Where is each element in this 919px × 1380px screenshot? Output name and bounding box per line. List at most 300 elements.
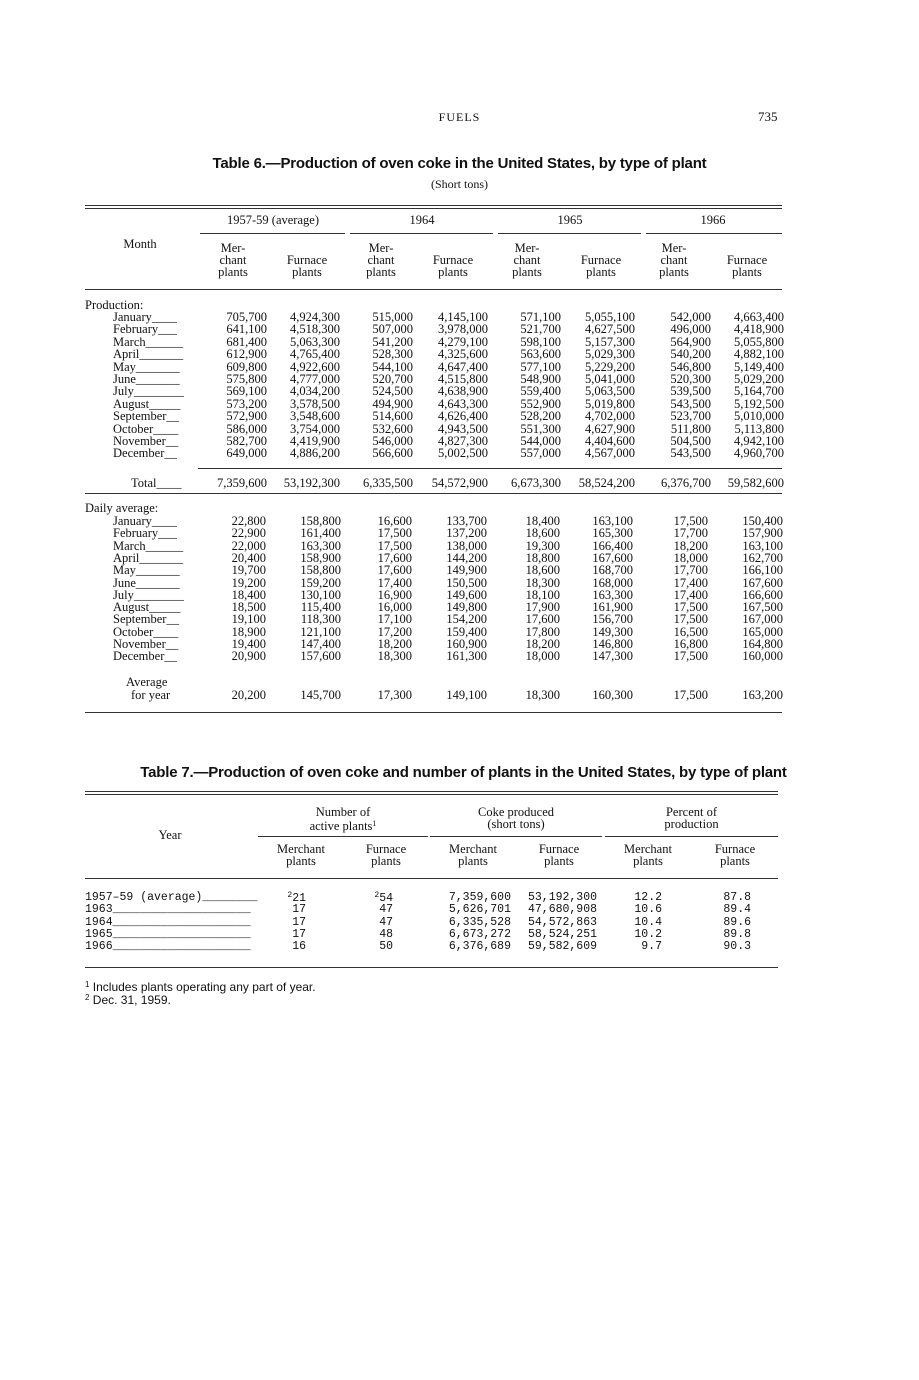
cell-production-furnace-1957: 3,578,500 xyxy=(290,396,340,411)
cell-daily-merchant-1965: 18,400 xyxy=(525,514,560,528)
cell-percent-merchant: 10.4 xyxy=(634,915,662,929)
cell-production-merchant-1957: 586,000 xyxy=(226,421,267,436)
row-label-month: March______ xyxy=(113,538,184,553)
cell-percent-furnace: 90.3 xyxy=(723,940,751,954)
cell-production-furnace-1965: 5,229,200 xyxy=(585,359,635,374)
cell-production-merchant-1964: 546,000 xyxy=(372,434,413,448)
cell-production-furnace-1965: 5,029,300 xyxy=(585,347,635,362)
cell-daily-merchant-1965: 17,800 xyxy=(525,624,560,639)
cell-production-merchant-1957: 705,700 xyxy=(226,310,267,324)
row-label-month: November__ xyxy=(113,637,179,651)
cell-production-furnace-1966: 4,663,400 xyxy=(734,310,784,324)
running-header: FUELS xyxy=(438,110,481,124)
cell-furnace-plants xyxy=(379,916,393,929)
cell-production-furnace-1964: 4,279,100 xyxy=(438,334,488,349)
cell-daily-furnace-1964: 137,200 xyxy=(446,526,487,541)
cell-production-furnace-1957: 4,886,200 xyxy=(290,446,340,461)
cell-production-merchant-1966: 543,500 xyxy=(670,446,711,461)
merchant-plants-value: 17 xyxy=(292,915,306,929)
table-6-production-label: Production: xyxy=(85,298,144,312)
cell-production-furnace-1957: 3,548,600 xyxy=(290,409,340,424)
cell-daily-merchant-1957: 20,400 xyxy=(231,550,266,565)
cell-production-furnace-1957: 4,034,200 xyxy=(290,384,340,399)
cell-daily-furnace-1966: 166,600 xyxy=(742,587,783,602)
cell-production-merchant-1966: 543,500 xyxy=(670,396,711,411)
cell-production-furnace-1964: 4,325,600 xyxy=(438,347,488,362)
cell-daily-furnace-1957: 161,400 xyxy=(300,526,341,541)
cell-coke-furnace: 54,572,863 xyxy=(527,915,597,929)
cell-production-furnace-1965: 5,041,000 xyxy=(585,372,635,386)
cell-daily-furnace-1957: 121,100 xyxy=(300,624,341,639)
cell-daily-merchant-1966: 16,500 xyxy=(673,624,708,639)
cell-daily-furnace-1965: 163,100 xyxy=(592,514,633,528)
table-6-total-rule xyxy=(198,468,782,469)
row-label-month: August_____ xyxy=(113,396,181,411)
cell-production-merchant-1966: 546,800 xyxy=(670,359,711,374)
cell-production-merchant-1965: 557,000 xyxy=(520,446,561,461)
row-label-month: January____ xyxy=(113,514,177,528)
cell-daily-merchant-1957: 19,200 xyxy=(231,575,266,590)
cell-total-merchant-1965: 6,673,300 xyxy=(511,476,561,490)
cell-daily-merchant-1966: 17,500 xyxy=(673,514,708,528)
cell-daily-furnace-1965: 156,700 xyxy=(592,612,633,627)
cell-production-furnace-1965: 4,567,000 xyxy=(585,446,635,461)
footnote xyxy=(85,993,171,1007)
cell-average-furnace-1965: 160,300 xyxy=(592,688,633,702)
cell-daily-merchant-1966: 18,000 xyxy=(673,550,708,565)
cell-daily-furnace-1964: 133,700 xyxy=(446,514,487,528)
furnace-plants-value: 48 xyxy=(379,927,393,941)
cell-production-merchant-1965: 548,900 xyxy=(520,372,561,386)
row-label-month: July________ xyxy=(113,587,184,602)
cell-daily-merchant-1966: 17,500 xyxy=(673,600,708,615)
cell-production-merchant-1965: 571,100 xyxy=(520,310,561,324)
cell-production-merchant-1965: 521,700 xyxy=(520,322,561,337)
cell-production-merchant-1966: 539,500 xyxy=(670,384,711,399)
cell-production-furnace-1966: 5,010,000 xyxy=(734,409,784,424)
cell-production-merchant-1965: 563,600 xyxy=(520,347,561,362)
table-6-period-1957: 1957-59 (average) xyxy=(227,213,319,227)
cell-production-furnace-1957: 5,063,300 xyxy=(290,334,340,349)
cell-daily-merchant-1966: 17,500 xyxy=(673,649,708,664)
cell-production-merchant-1957: 575,800 xyxy=(226,372,267,386)
cell-furnace-plants xyxy=(379,928,393,941)
table-7-group-plants-label: Number of active plants xyxy=(309,805,373,833)
cell-daily-furnace-1957: 118,300 xyxy=(300,612,341,627)
cell-production-merchant-1966: 511,800 xyxy=(670,421,711,436)
cell-production-furnace-1957: 4,765,400 xyxy=(290,347,340,362)
cell-production-merchant-1966: 564,900 xyxy=(670,334,711,349)
table-7-span-rule xyxy=(258,836,428,837)
cell-daily-merchant-1957: 22,000 xyxy=(231,538,266,553)
row-label-month: April_______ xyxy=(113,347,184,362)
cell-coke-merchant: 6,376,689 xyxy=(448,940,511,954)
cell-coke-furnace: 59,582,609 xyxy=(527,940,597,954)
cell-percent-merchant: 10.2 xyxy=(634,927,662,941)
cell-daily-merchant-1957: 22,900 xyxy=(231,526,266,541)
cell-production-merchant-1957: 681,400 xyxy=(226,334,267,349)
table-7-furnace-header: Furnace plants xyxy=(538,842,580,868)
cell-daily-merchant-1965: 18,600 xyxy=(525,526,560,541)
merchant-plants-value: 17 xyxy=(292,903,306,917)
table-7-year-header: Year xyxy=(158,828,182,842)
cell-daily-merchant-1964: 16,000 xyxy=(377,600,412,615)
cell-daily-furnace-1965: 147,300 xyxy=(592,649,633,664)
cell-production-furnace-1964: 4,638,900 xyxy=(438,384,488,399)
table-7-span-rule xyxy=(605,836,778,837)
cell-coke-furnace: 58,524,251 xyxy=(527,927,597,941)
cell-percent-furnace: 87.8 xyxy=(723,891,751,904)
cell-production-merchant-1966: 540,200 xyxy=(670,347,711,362)
table-7-group-plants xyxy=(258,806,428,832)
cell-production-merchant-1965: 577,100 xyxy=(520,359,561,374)
cell-production-merchant-1957: 573,200 xyxy=(226,396,267,411)
cell-daily-merchant-1966: 18,200 xyxy=(673,538,708,553)
table-6-furnace-header: Furnace plants xyxy=(286,253,328,279)
cell-production-merchant-1957: 609,800 xyxy=(226,359,267,374)
cell-production-merchant-1966: 520,300 xyxy=(670,372,711,386)
cell-production-merchant-1965: 559,400 xyxy=(520,384,561,399)
cell-daily-merchant-1957: 22,800 xyxy=(231,514,266,528)
cell-coke-merchant: 5,626,701 xyxy=(448,903,511,917)
cell-daily-furnace-1966: 162,700 xyxy=(742,550,783,565)
cell-production-furnace-1965: 5,157,300 xyxy=(585,334,635,349)
table-6-furnace-header: Furnace plants xyxy=(726,253,768,279)
cell-daily-furnace-1965: 167,600 xyxy=(592,550,633,565)
cell-daily-merchant-1965: 17,600 xyxy=(525,612,560,627)
table-6-month-header: Month xyxy=(123,237,157,251)
row-label-month: June_______ xyxy=(113,372,180,386)
table-6-merchant-header: Mer- chant plants xyxy=(218,241,248,279)
row-label-month: February___ xyxy=(113,322,177,337)
cell-daily-furnace-1965: 168,700 xyxy=(592,563,633,578)
cell-total-furnace-1957: 53,192,300 xyxy=(283,476,340,490)
cell-production-merchant-1966: 496,000 xyxy=(670,322,711,337)
cell-merchant-plants xyxy=(292,928,306,941)
cell-percent-furnace: 89.4 xyxy=(723,903,751,917)
cell-daily-furnace-1965: 165,300 xyxy=(592,526,633,541)
cell-production-merchant-1965: 528,200 xyxy=(520,409,561,424)
cell-merchant-plants xyxy=(292,903,306,916)
cell-daily-furnace-1964: 149,600 xyxy=(446,587,487,602)
cell-daily-furnace-1966: 167,000 xyxy=(742,612,783,627)
cell-production-merchant-1964: 520,700 xyxy=(372,372,413,386)
cell-average-furnace-1964: 149,100 xyxy=(446,688,487,702)
cell-production-furnace-1964: 4,626,400 xyxy=(438,409,488,424)
cell-daily-merchant-1957: 18,900 xyxy=(231,624,266,639)
cell-daily-furnace-1966: 157,900 xyxy=(742,526,783,541)
cell-production-merchant-1964: 541,200 xyxy=(372,334,413,349)
cell-production-merchant-1964: 515,000 xyxy=(372,310,413,324)
table-6-title: Table 6.—Production of oven coke in the United States, by type of plant xyxy=(212,155,707,172)
cell-daily-merchant-1964: 17,400 xyxy=(377,575,412,590)
cell-production-merchant-1966: 542,000 xyxy=(670,310,711,324)
cell-production-furnace-1965: 5,019,800 xyxy=(585,396,635,411)
cell-merchant-plants xyxy=(292,916,306,929)
cell-production-furnace-1964: 4,827,300 xyxy=(438,434,488,448)
cell-production-furnace-1966: 5,055,800 xyxy=(734,334,784,349)
cell-daily-furnace-1957: 158,900 xyxy=(300,550,341,565)
cell-production-merchant-1964: 566,600 xyxy=(372,446,413,461)
cell-daily-merchant-1964: 17,100 xyxy=(377,612,412,627)
cell-production-merchant-1964: 544,100 xyxy=(372,359,413,374)
cell-production-merchant-1957: 582,700 xyxy=(226,434,267,448)
cell-daily-furnace-1957: 157,600 xyxy=(300,649,341,664)
cell-production-furnace-1966: 4,960,700 xyxy=(734,446,784,461)
cell-daily-furnace-1966: 166,100 xyxy=(742,563,783,578)
row-label-month: May_______ xyxy=(113,563,180,578)
cell-daily-furnace-1965: 149,300 xyxy=(592,624,633,639)
cell-production-merchant-1965: 552,900 xyxy=(520,396,561,411)
cell-average-merchant-1966: 17,500 xyxy=(673,688,708,702)
table-6-period-1965: 1965 xyxy=(557,213,583,227)
furnace-plants-value: 47 xyxy=(379,915,393,929)
table-6-period-1964: 1964 xyxy=(409,213,435,227)
cell-daily-merchant-1966: 17,400 xyxy=(673,575,708,590)
cell-production-furnace-1965: 4,702,000 xyxy=(585,409,635,424)
cell-daily-furnace-1957: 158,800 xyxy=(300,514,341,528)
table-7-header-rule xyxy=(85,878,778,879)
table-7-merchant-header: Merchant plants xyxy=(277,842,325,868)
footnote-ref-1: 1 xyxy=(372,819,377,828)
cell-daily-merchant-1964: 16,900 xyxy=(377,587,412,602)
cell-production-merchant-1964: 532,600 xyxy=(372,421,413,436)
cell-daily-merchant-1957: 18,500 xyxy=(231,600,266,615)
table-6-span-rule xyxy=(498,233,641,234)
footnote-ref-2: 2 xyxy=(287,891,293,900)
row-label-month: September__ xyxy=(113,409,179,424)
row-label-year: 1966____________________ xyxy=(85,940,251,954)
cell-coke-furnace: 53,192,300 xyxy=(527,891,597,904)
cell-daily-merchant-1964: 17,200 xyxy=(377,624,412,639)
cell-production-furnace-1966: 4,942,100 xyxy=(734,434,784,448)
cell-production-merchant-1964: 507,000 xyxy=(372,322,413,337)
cell-daily-merchant-1965: 18,100 xyxy=(525,587,560,602)
cell-daily-furnace-1957: 158,800 xyxy=(300,563,341,578)
cell-daily-furnace-1966: 167,600 xyxy=(742,575,783,590)
row-label-month: November__ xyxy=(113,434,179,448)
table-6-span-rule xyxy=(646,233,782,234)
cell-production-furnace-1965: 5,063,500 xyxy=(585,384,635,399)
cell-daily-merchant-1965: 18,000 xyxy=(525,649,560,664)
cell-production-merchant-1965: 544,000 xyxy=(520,434,561,448)
table-7-furnace-header: Furnace plants xyxy=(365,842,407,868)
cell-daily-merchant-1957: 20,900 xyxy=(231,649,266,664)
table-7-group-coke: Coke produced (short tons) xyxy=(477,805,555,831)
cell-daily-furnace-1964: 138,000 xyxy=(446,538,487,553)
cell-daily-furnace-1957: 163,300 xyxy=(300,538,341,553)
table-6-subtitle: (Short tons) xyxy=(431,177,488,191)
merchant-plants-value: 21 xyxy=(292,892,306,905)
cell-production-merchant-1965: 598,100 xyxy=(520,334,561,349)
cell-production-furnace-1964: 4,943,500 xyxy=(438,421,488,436)
row-label-total: Total____ xyxy=(131,476,182,490)
cell-daily-merchant-1966: 17,400 xyxy=(673,587,708,602)
table-7-top-rule xyxy=(85,791,778,795)
row-label-month: April_______ xyxy=(113,550,184,565)
cell-daily-merchant-1966: 17,700 xyxy=(673,526,708,541)
row-label-month: August_____ xyxy=(113,600,181,615)
cell-total-furnace-1966: 59,582,600 xyxy=(727,476,784,490)
cell-daily-furnace-1964: 154,200 xyxy=(446,612,487,627)
cell-daily-furnace-1964: 150,500 xyxy=(446,575,487,590)
cell-daily-merchant-1966: 17,500 xyxy=(673,612,708,627)
cell-production-furnace-1957: 4,924,300 xyxy=(290,310,340,324)
cell-daily-merchant-1965: 18,300 xyxy=(525,575,560,590)
cell-total-merchant-1957: 7,359,600 xyxy=(217,476,267,490)
footnote-text: Dec. 31, 1959. xyxy=(89,992,171,1007)
cell-average-furnace-1957: 145,700 xyxy=(300,688,341,702)
cell-daily-merchant-1965: 17,900 xyxy=(525,600,560,615)
cell-coke-furnace: 47,680,908 xyxy=(527,903,597,917)
row-label-month: October____ xyxy=(113,624,179,639)
row-label-month: March______ xyxy=(113,334,184,349)
cell-daily-furnace-1965: 163,300 xyxy=(592,587,633,602)
cell-total-furnace-1965: 58,524,200 xyxy=(578,476,635,490)
cell-production-merchant-1966: 504,500 xyxy=(670,434,711,448)
cell-average-merchant-1965: 18,300 xyxy=(525,688,560,702)
cell-production-furnace-1964: 5,002,500 xyxy=(438,446,488,461)
cell-daily-furnace-1965: 166,400 xyxy=(592,538,633,553)
row-label-month: May_______ xyxy=(113,359,180,374)
row-label-month: October____ xyxy=(113,421,179,436)
cell-production-furnace-1964: 3,978,000 xyxy=(438,322,488,337)
furnace-plants-value: 50 xyxy=(379,940,393,954)
cell-daily-furnace-1965: 146,800 xyxy=(592,637,633,651)
cell-daily-furnace-1964: 149,800 xyxy=(446,600,487,615)
cell-total-merchant-1964: 6,335,500 xyxy=(363,476,413,490)
cell-production-furnace-1964: 4,647,400 xyxy=(438,359,488,374)
cell-daily-furnace-1957: 147,400 xyxy=(300,637,341,651)
cell-furnace-plants xyxy=(379,940,393,953)
table-6-header-rule xyxy=(85,289,782,290)
cell-production-furnace-1966: 5,164,700 xyxy=(734,384,784,399)
table-7-merchant-header: Merchant plants xyxy=(449,842,497,868)
cell-daily-furnace-1964: 149,900 xyxy=(446,563,487,578)
cell-total-furnace-1964: 54,572,900 xyxy=(431,476,488,490)
table-6-bottom-rule xyxy=(85,712,782,713)
table-7-bottom-rule xyxy=(85,967,778,968)
cell-daily-furnace-1965: 168,000 xyxy=(592,575,633,590)
cell-production-merchant-1957: 569,100 xyxy=(226,384,267,399)
table-7-title: Table 7.—Production of oven coke and number of plants in the United States, by type of plant xyxy=(140,764,787,781)
furnace-plants-value: 47 xyxy=(379,903,393,917)
cell-average-furnace-1966: 163,200 xyxy=(742,688,783,702)
cell-production-furnace-1966: 4,882,100 xyxy=(734,347,784,362)
cell-coke-merchant: 7,359,600 xyxy=(448,891,511,904)
table-6-period-1966: 1966 xyxy=(700,213,726,227)
cell-daily-furnace-1964: 159,400 xyxy=(446,624,487,639)
cell-coke-merchant: 6,335,528 xyxy=(448,915,511,929)
table-7-furnace-header: Furnace plants xyxy=(714,842,756,868)
table-6-top-rule xyxy=(85,205,782,209)
table-6-average-label-2: for year xyxy=(131,688,171,702)
cell-production-furnace-1964: 4,643,300 xyxy=(438,396,488,411)
cell-percent-merchant: 12.2 xyxy=(634,891,662,904)
cell-production-furnace-1966: 4,418,900 xyxy=(734,322,784,337)
cell-percent-merchant: 10.6 xyxy=(634,903,662,917)
cell-daily-merchant-1964: 16,600 xyxy=(377,514,412,528)
cell-production-merchant-1957: 612,900 xyxy=(226,347,267,362)
cell-daily-merchant-1965: 18,600 xyxy=(525,563,560,578)
table-6-average-label: Average xyxy=(126,675,168,689)
cell-coke-merchant: 6,673,272 xyxy=(448,927,511,941)
row-label-year: 1963____________________ xyxy=(85,903,251,917)
footnote-mark: 1 xyxy=(85,980,90,989)
footnote-ref-2: 2 xyxy=(374,891,380,900)
cell-production-furnace-1966: 5,029,200 xyxy=(734,372,784,386)
cell-production-merchant-1964: 524,500 xyxy=(372,384,413,399)
table-6-furnace-header: Furnace plants xyxy=(580,253,622,279)
cell-production-merchant-1957: 641,100 xyxy=(226,322,267,337)
cell-percent-furnace: 89.8 xyxy=(723,927,751,941)
cell-daily-furnace-1966: 150,400 xyxy=(742,514,783,528)
furnace-plants-value: 54 xyxy=(379,892,393,905)
cell-production-merchant-1957: 572,900 xyxy=(226,409,267,424)
cell-daily-furnace-1957: 130,100 xyxy=(300,587,341,602)
cell-production-merchant-1957: 649,000 xyxy=(226,446,267,461)
cell-daily-merchant-1964: 17,500 xyxy=(377,538,412,553)
cell-daily-merchant-1964: 17,600 xyxy=(377,563,412,578)
cell-production-merchant-1965: 551,300 xyxy=(520,421,561,436)
cell-production-furnace-1965: 4,627,500 xyxy=(585,322,635,337)
row-label-year: 1964____________________ xyxy=(85,915,251,929)
row-label-year: 1965____________________ xyxy=(85,927,251,941)
cell-daily-furnace-1966: 165,000 xyxy=(742,624,783,639)
table-6-merchant-header: Mer- chant plants xyxy=(366,241,396,279)
cell-production-furnace-1957: 4,518,300 xyxy=(290,322,340,337)
footnote-mark: 2 xyxy=(85,992,90,1002)
cell-production-furnace-1965: 5,055,100 xyxy=(585,310,635,324)
cell-production-furnace-1966: 5,113,800 xyxy=(734,421,784,436)
row-label-month: July________ xyxy=(113,384,184,399)
row-label-year: 1957–59 (average)________ xyxy=(85,891,258,904)
merchant-plants-value: 16 xyxy=(292,940,306,954)
row-label-month: June_______ xyxy=(113,575,180,590)
cell-production-furnace-1964: 4,515,800 xyxy=(438,372,488,386)
cell-daily-merchant-1957: 19,400 xyxy=(231,637,266,651)
cell-furnace-plants xyxy=(379,903,393,916)
footnote-text: Includes plants operating any part of year. xyxy=(89,980,316,994)
cell-production-furnace-1957: 3,754,000 xyxy=(290,421,340,436)
cell-daily-merchant-1957: 18,400 xyxy=(231,587,266,602)
table-7-merchant-header: Merchant plants xyxy=(624,842,672,868)
cell-daily-furnace-1966: 160,000 xyxy=(742,649,783,664)
cell-daily-merchant-1964: 18,300 xyxy=(377,649,412,664)
cell-daily-merchant-1964: 17,600 xyxy=(377,550,412,565)
row-label-month: December__ xyxy=(113,446,177,461)
row-label-month: December__ xyxy=(113,649,177,664)
row-label-month: January____ xyxy=(113,310,177,324)
table-6-merchant-header: Mer- chant plants xyxy=(512,241,542,279)
cell-percent-furnace: 89.6 xyxy=(723,915,751,929)
table-7-group-percent: Percent of production xyxy=(664,805,719,831)
table-6-daily-label: Daily average: xyxy=(85,501,159,515)
cell-daily-furnace-1966: 167,500 xyxy=(742,600,783,615)
cell-production-furnace-1957: 4,419,900 xyxy=(290,434,340,448)
cell-production-merchant-1964: 494,900 xyxy=(372,396,413,411)
cell-average-merchant-1964: 17,300 xyxy=(377,688,412,702)
cell-production-furnace-1964: 4,145,100 xyxy=(438,310,488,324)
cell-total-merchant-1966: 6,376,700 xyxy=(661,476,711,490)
cell-production-furnace-1966: 5,192,500 xyxy=(734,396,784,411)
cell-daily-furnace-1964: 160,900 xyxy=(446,637,487,651)
merchant-plants-value: 17 xyxy=(292,927,306,941)
table-6-total-bottom-rule xyxy=(85,493,782,494)
cell-daily-merchant-1965: 18,200 xyxy=(525,637,560,651)
table-7-span-rule xyxy=(430,836,602,837)
cell-daily-merchant-1957: 19,700 xyxy=(231,563,266,578)
